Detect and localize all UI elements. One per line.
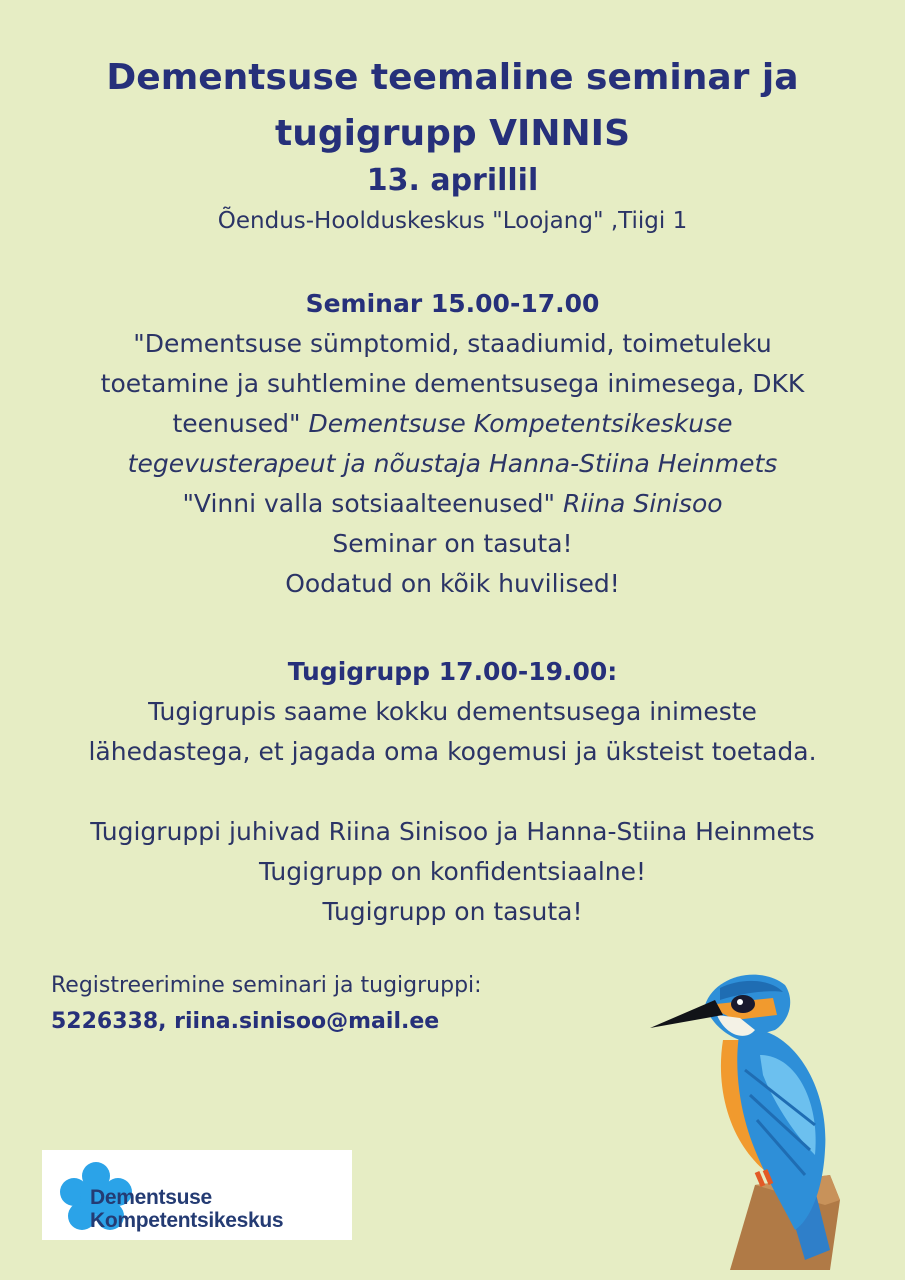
registration-contact: 5226338, riina.sinisoo@mail.ee: [51, 1009, 440, 1034]
event-location: Õendus-Hoolduskeskus "Loojang" ,Tiigi 1: [217, 208, 688, 234]
kingfisher-illustration: [645, 960, 845, 1270]
seminar-topic-line-1: "Dementsuse sümptomid, staadiumid, toimetuleku: [133, 329, 772, 358]
seminar-heading: Seminar 15.00-17.00: [305, 289, 600, 318]
support-confidential: Tugigrupp on konfidentsiaalne!: [258, 857, 647, 886]
support-heading: Tugigrupp 17.00-19.00:: [287, 657, 618, 686]
seminar-topic-2: "Vinni valla sotsiaalteenused": [182, 489, 555, 518]
speaker-org: Dementsuse Kompetentsikeskuse: [308, 409, 733, 438]
support-group-section: [0, 652, 905, 772]
seminar-free: Seminar on tasuta!: [332, 529, 573, 558]
title-line-2: tugigrupp VINNIS: [274, 113, 630, 154]
support-desc-line-1: Tugigrupis saame kokku dementsusega inimeste: [148, 697, 757, 726]
seminar-topic-end: teenused": [172, 409, 301, 438]
seminar-topic-line-3: [0, 404, 905, 444]
title-line-1: Dementsuse teemaline seminar ja: [106, 57, 799, 98]
support-leaders: Tugigruppi juhivad Riina Sinisoo ja Hanna-Stiina Heinmets: [90, 817, 815, 846]
speaker-2: Riina Sinisoo: [562, 489, 723, 518]
support-free: Tugigrupp on tasuta!: [322, 897, 583, 926]
logo-line-2: Kompetentsikeskus: [90, 1209, 284, 1232]
seminar-topic-line-2: toetamine ja suhtlemine dementsusega inimesega, DKK: [100, 369, 805, 398]
logo-line-1: Dementsuse: [90, 1186, 212, 1209]
seminar-topic-2-line: [0, 484, 905, 524]
support-group-details: [0, 812, 905, 932]
registration-block: [51, 968, 482, 1040]
seminar-welcome: Oodatud on kõik huvilised!: [285, 569, 620, 598]
organization-logo: [42, 1150, 352, 1240]
page-title: [0, 50, 905, 162]
seminar-section: [0, 284, 905, 604]
speaker-1: tegevusterapeut ja nõustaja Hanna-Stiina Heinmets: [127, 449, 778, 478]
registration-label: Registreerimine seminari ja tugigruppi:: [51, 973, 482, 998]
support-desc-line-2: lähedastega, et jagada oma kogemusi ja üksteist toetada.: [88, 737, 817, 766]
event-date: 13. aprillil: [366, 163, 539, 198]
logo-text: [90, 1186, 283, 1232]
